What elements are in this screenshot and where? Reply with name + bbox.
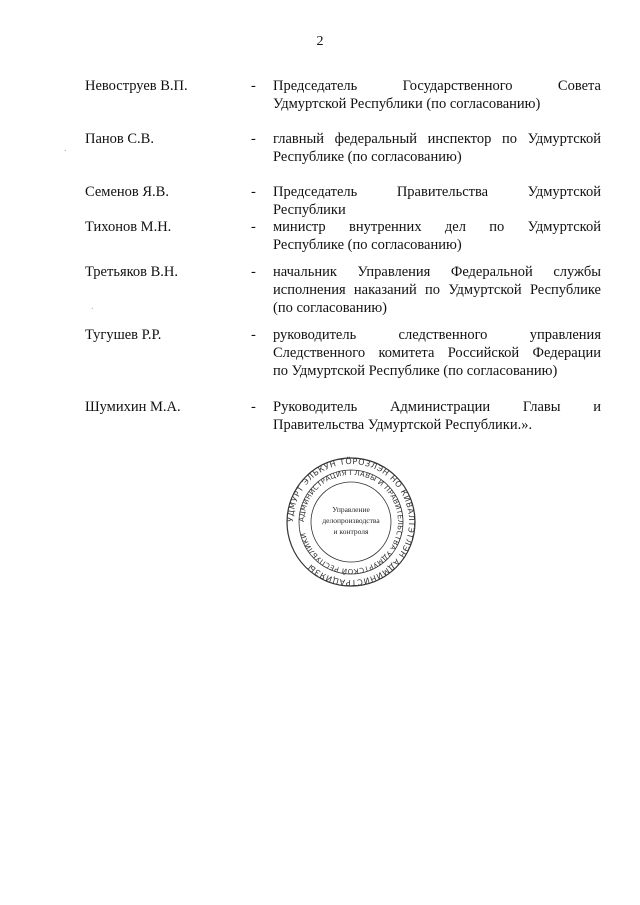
position-line: Республике (по согласованию) xyxy=(273,237,462,253)
margin-mark: . xyxy=(91,301,94,312)
position-line: Удмуртской Республики (по согласованию) xyxy=(273,96,541,112)
margin-mark: . xyxy=(64,143,67,154)
member-position xyxy=(273,77,601,113)
member-dash: - xyxy=(251,78,256,94)
seal-outer-text: УДМУРТ ЭЛЬКУН ТӦРОЗЛЭН НО КИВАЛТЭТЛЭН АДМИНИСТРАЦИЯЗЫ xyxy=(285,456,417,588)
seal-center-line-2: делопроизводства xyxy=(322,516,380,525)
member-dash: - xyxy=(251,219,256,235)
position-line: Правительства Удмуртской Республики.». xyxy=(273,417,533,433)
member-position xyxy=(273,183,601,219)
member-name: Тугушев Р.Р. xyxy=(85,327,162,343)
member-position xyxy=(273,263,601,317)
official-seal xyxy=(285,456,417,588)
member-name: Шумихин М.А. xyxy=(85,399,181,415)
position-line: начальник Управления Федеральной службы xyxy=(273,264,601,280)
position-line: Руководитель Администрации Главы и xyxy=(273,399,601,415)
position-line: руководитель следственного управления xyxy=(273,327,601,343)
position-line: Республике (по согласованию) xyxy=(273,149,462,165)
member-dash: - xyxy=(251,184,256,200)
page-number: 2 xyxy=(316,34,324,49)
position-line: Председатель Правительства Удмуртской Республики xyxy=(273,184,601,218)
position-line: министр внутренних дел по Удмуртской xyxy=(273,219,601,235)
position-line: (по согласованию) xyxy=(273,300,387,316)
position-line: Следственного комитета Российской Федерации xyxy=(273,345,601,361)
position-line: по Удмуртской Республике (по согласованию) xyxy=(273,363,558,379)
member-dash: - xyxy=(251,264,256,280)
member-name: Невоструев В.П. xyxy=(85,78,188,94)
member-dash: - xyxy=(251,327,256,343)
member-name: Тихонов М.Н. xyxy=(85,219,172,235)
member-name: Панов С.В. xyxy=(85,131,154,147)
member-position xyxy=(273,398,601,434)
member-position xyxy=(273,130,601,166)
seal-center-line-3: и контроля xyxy=(333,527,369,536)
position-line: главный федеральный инспектор по Удмуртской xyxy=(273,131,601,147)
member-dash: - xyxy=(251,131,256,147)
member-name: Третьяков В.Н. xyxy=(85,264,179,280)
seal-center-line-1: Управление xyxy=(332,505,370,514)
position-line: исполнения наказаний по Удмуртской Республике xyxy=(273,282,601,298)
seal-inner-text: АДМИНИСТРАЦИЯ ГЛАВЫ И ПРАВИТЕЛЬСТВА УДМУРТСКОЙ РЕСПУБЛИКИ xyxy=(297,468,405,576)
member-dash: - xyxy=(251,399,256,415)
member-position xyxy=(273,326,601,380)
member-name: Семенов Я.В. xyxy=(85,184,169,200)
member-position xyxy=(273,218,601,254)
position-line: Председатель Государственного Совета xyxy=(273,78,601,94)
